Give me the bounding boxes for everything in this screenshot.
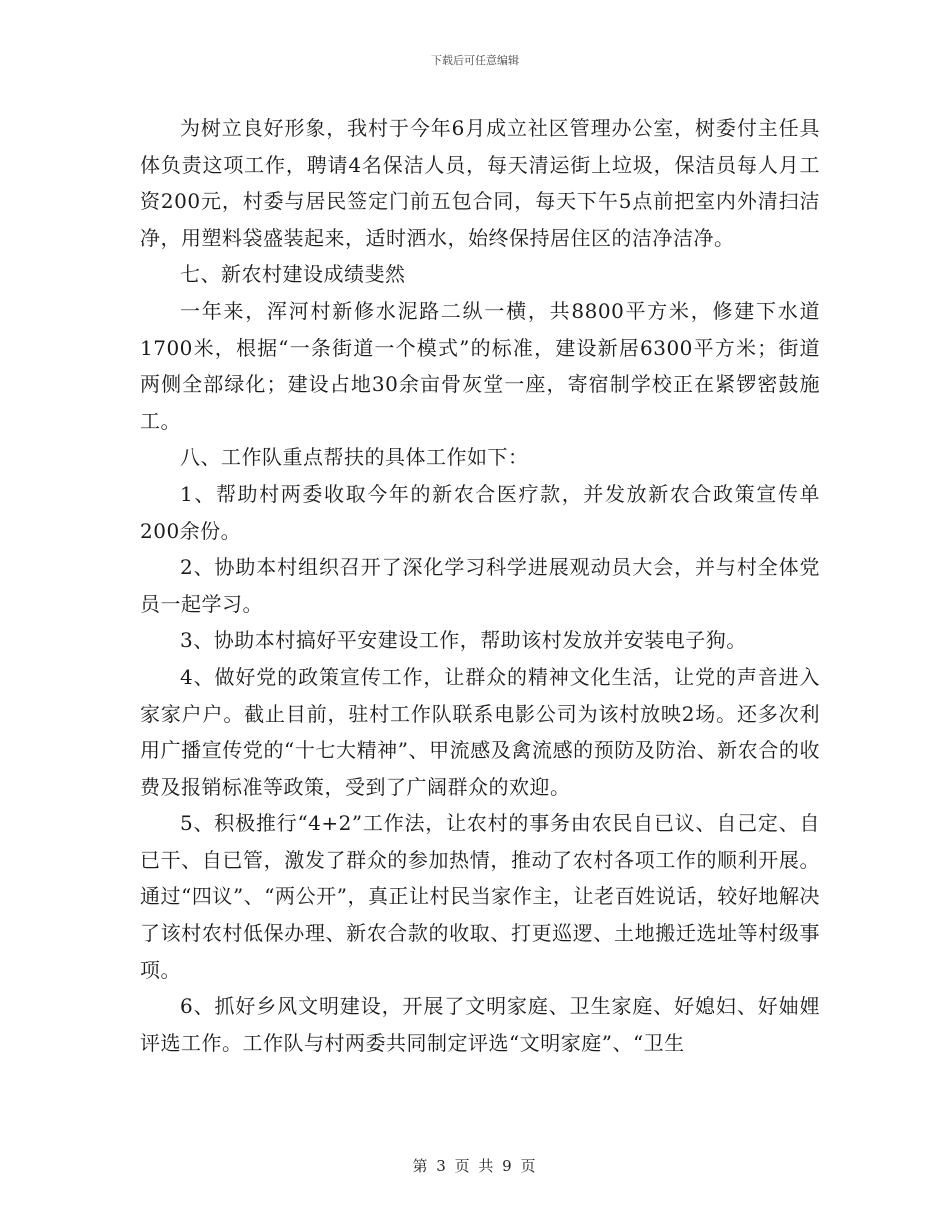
section-heading-seven: 七、新农村建设成绩斐然 (180, 262, 406, 287)
list-item-3: 3、协助本村搞好平安建设工作，帮助该村发放并安装电子狗。 (180, 628, 747, 653)
list-item-1: 1、帮助村两委收取今年的新农合医疗款，并发放新农合政策宣传单200余份。 (140, 481, 820, 543)
paragraph-construction: 一年来，浑河村新修水泥路二纵一横，共8800平方米，修建下水道1700米，根据“一条街道一个模式”的标准，建设新居6300平方米；街道两侧全部绿化；建设占地30余亩骨灰堂一座，寄宿制学校正在紧锣密鼓施工。 (140, 298, 820, 433)
list-item-5: 5、积极推行“4+2”工作法，让农村的事务由农民自已议、自己定、自已干、自已管，激发了群众的参加热情，推动了农村各项工作的顺利开展。通过“四议”、“两公开”，真正让村民当家作主，让老百姓说话，较好地解决了该村农村低保办理、新农合款的收取、打更巡逻、土地搬迁选址等村级事项。 (140, 811, 820, 982)
list-item-4: 4、做好党的政策宣传工作，让群众的精神文化生活，让党的声音进入家家户户。截止目前，驻村工作队联系电影公司为该村放映2场。还多次利用广播宣传党的“十七大精神”、甲流感及禽流感的预防及防治、新农合的收费及报销标准等政策，受到了广阔群众的欢迎。 (140, 664, 820, 799)
document-body (140, 110, 820, 1061)
list-item-6: 6、抓好乡风文明建设，开展了文明家庭、卫生家庭、好媳妇、好妯娌评选工作。工作队与村两委共同制定评选“文明家庭”、“卫生 (140, 994, 820, 1055)
list-item-2: 2、协助本村组织召开了深化学习科学进展观动员大会，并与村全体党员一起学习。 (140, 555, 820, 616)
page-header-note: 下载后可任意编辑 (431, 54, 519, 67)
paragraph-sanitation: 为树立良好形象，我村于今年6月成立社区管理办公室，树委付主任具体负责这项工作，聘请4名保洁人员，每天清运街上垃圾，保洁员每人月工资200元，村委与居民签定门前五包合同，每天下午5点前把室内外清扫洁净，用塑料袋盛装起来，适时洒水，始终保持居住区的洁净洁净。 (140, 116, 820, 250)
section-heading-eight: 八、工作队重点帮扶的具体工作如下： (180, 445, 529, 470)
page-number-footer: 第 3 页 共 9 页 (412, 1157, 538, 1175)
